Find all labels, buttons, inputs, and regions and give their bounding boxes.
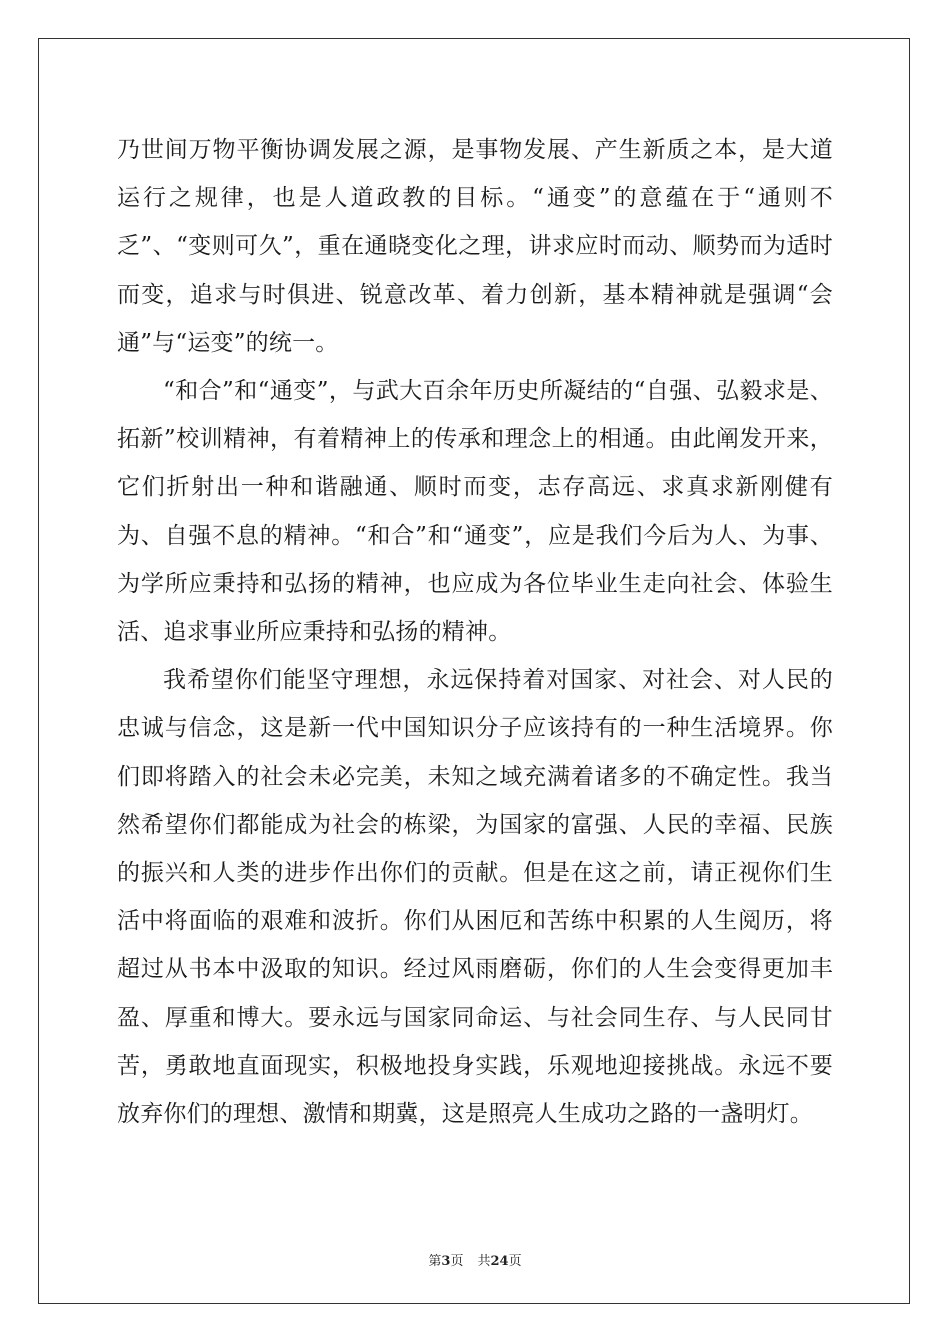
page-prefix: 第 xyxy=(428,1254,442,1269)
total-suffix: 页 xyxy=(508,1254,522,1269)
paragraph-1: 乃世间万物平衡协调发展之源，是事物发展、产生新质之本，是大道运行之规律，也是人道政教的目标。“通变”的意蕴在于“通则不乏”、“变则可久”，重在通晓变化之理，讲求应时而动、顺势而为适时而变，追求与时俱进、锐意改革、着力创新，基本精神就是强调“会通”与“运变”的统一。 xyxy=(117,137,833,356)
page-footer xyxy=(0,1250,950,1269)
page-suffix: 页 xyxy=(450,1254,464,1269)
paragraph-3: 我希望你们能坚守理想，永远保持着对国家、对社会、对人民的忠诚与信念，这是新一代中国知识分子应该持有的一种生活境界。你们即将踏入的社会未必完美，未知之域充满着诸多的不确定性。我当然希望你们都能成为社会的栋梁，为国家的富强、人民的幸福、民族的振兴和人类的进步作出你们的贡献。但是在这之前，请正视你们生活中将面临的艰难和波折。你们从困厄和苦练中积累的人生阅历，将超过从书本中汲取的知识。经过风雨磨砺，你们的人生会变得更加丰盈、厚重和博大。要永远与国家同命运、与社会同生存、与人民同甘苦，勇敢地直面现实，积极地投身实践，乐观地迎接挑战。永远不要放弃你们的理想、激情和期冀，这是照亮人生成功之路的一盏明灯。 xyxy=(117,667,833,1128)
total-pages: 24 xyxy=(490,1254,509,1269)
document-body xyxy=(117,126,833,1138)
paragraph-2: “和合”和“通变”，与武大百余年历史所凝结的“自强、弘毅求是、拓新”校训精神，有着精神上的传承和理念上的相通。由此阐发开来，它们折射出一种和谐融通、顺时而变，志存高远、求真求新刚健有为、自强不息的精神。“和合”和“通变”，应是我们今后为人、为事、为学所应秉持和弘扬的精神，也应成为各位毕业生走向社会、体验生活、追求事业所应秉持和弘扬的精神。 xyxy=(117,378,833,646)
page-number: 3 xyxy=(441,1254,451,1269)
total-prefix: 共 xyxy=(477,1254,491,1269)
